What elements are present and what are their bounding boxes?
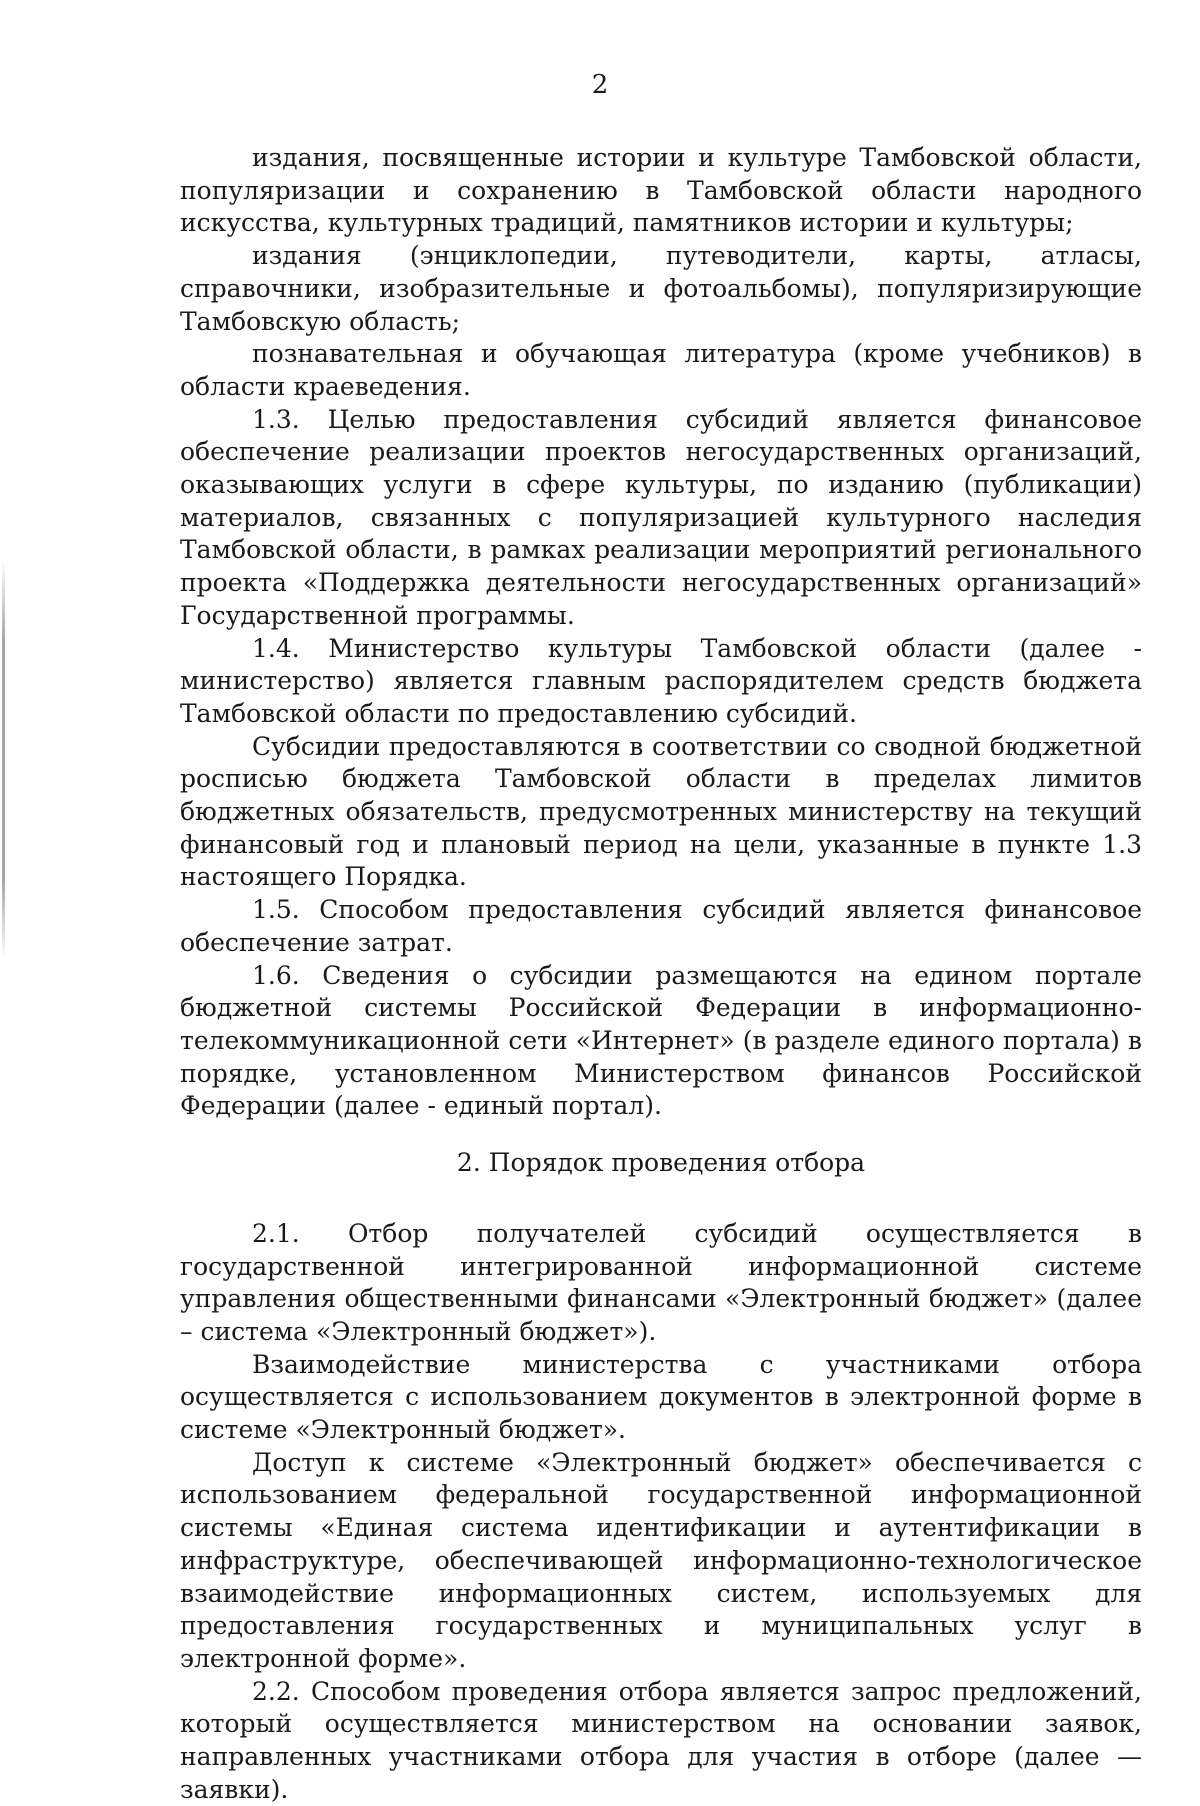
paragraph-2-2: 2.2. Способом проведения отбора является запрос предложений, который осуществляется министерством на основании заявок, направленных участниками отбора для участия в отборе (далее — заявки). bbox=[180, 1676, 1142, 1804]
paragraph-1-5: 1.5. Способом предоставления субсидий является финансовое обеспечение затрат. bbox=[180, 895, 1142, 957]
paragraph-2-1: 2.1. Отбор получателей субсидий осуществляется в государственной интегрированной информационной системе управления общественными финансами «Электронный бюджет» (далее – система «Электронный бюджет»). bbox=[180, 1218, 1142, 1346]
paragraph-1-6: 1.6. Сведения о субсидии размещаются на едином портале бюджетной системы Российской Федерации в информационно-телекоммуникационной сети «Интернет» (в разделе единого портала) в порядке, установленном Министерством финансов Российской Федерации (далее - единый портал). bbox=[180, 960, 1142, 1121]
paragraph: Субсидии предоставляются в соответствии со сводной бюджетной росписью бюджета Тамбовской области в пределах лимитов бюджетных обязательств, предусмотренных министерству на текущий финансовый год и плановый период на цели, указанные в пункте 1.3 настоящего Порядка. bbox=[180, 731, 1142, 892]
paragraph: издания (энциклопедии, путеводители, карты, атласы, справочники, изобразительные и фотоальбомы), популяризирующие Тамбовскую область; bbox=[180, 241, 1142, 336]
scan-edge-mark bbox=[2, 560, 5, 960]
paragraph: Взаимодействие министерства с участниками отбора осуществляется с использованием документов в электронной форме в системе «Электронный бюджет». bbox=[180, 1349, 1142, 1445]
paragraph-1-3: 1.3. Целью предоставления субсидий является финансовое обеспечение реализации проектов негосударственных организаций, оказывающих услуги в сфере культуры, по изданию (публикации) материалов, связанных с популяризацией культурного наследия Тамбовской области, в рамках реализации мероприятий регионального проекта «Поддержка деятельности негосударственных организаций» Государственной программы. bbox=[180, 404, 1142, 630]
paragraph: познавательная и обучающая литература (кроме учебников) в области краеведения. bbox=[180, 339, 1142, 401]
paragraph: издания, посвященные истории и культуре Тамбовской области, популяризации и сохранению в Тамбовской области народного искусства, культурных традиций, памятников истории и культуры; bbox=[180, 143, 1142, 238]
section-heading: 2. Порядок проведения отбора bbox=[456, 1148, 866, 1178]
page-number: 2 bbox=[591, 70, 609, 100]
paragraph: Доступ к системе «Электронный бюджет» обеспечивается с использованием федеральной государственной информационной системы «Единая система идентификации и аутентификации в инфраструктуре, обеспечивающей информационно-технологическое взаимодействие информационных систем, используемых для предоставления государственных и муниципальных услуг в электронной форме». bbox=[180, 1447, 1142, 1673]
document-body bbox=[180, 142, 1142, 1806]
paragraph-1-4: 1.4. Министерство культуры Тамбовской области (далее - министерство) является главным распорядителем средств бюджета Тамбовской области по предоставлению субсидий. bbox=[180, 633, 1142, 728]
